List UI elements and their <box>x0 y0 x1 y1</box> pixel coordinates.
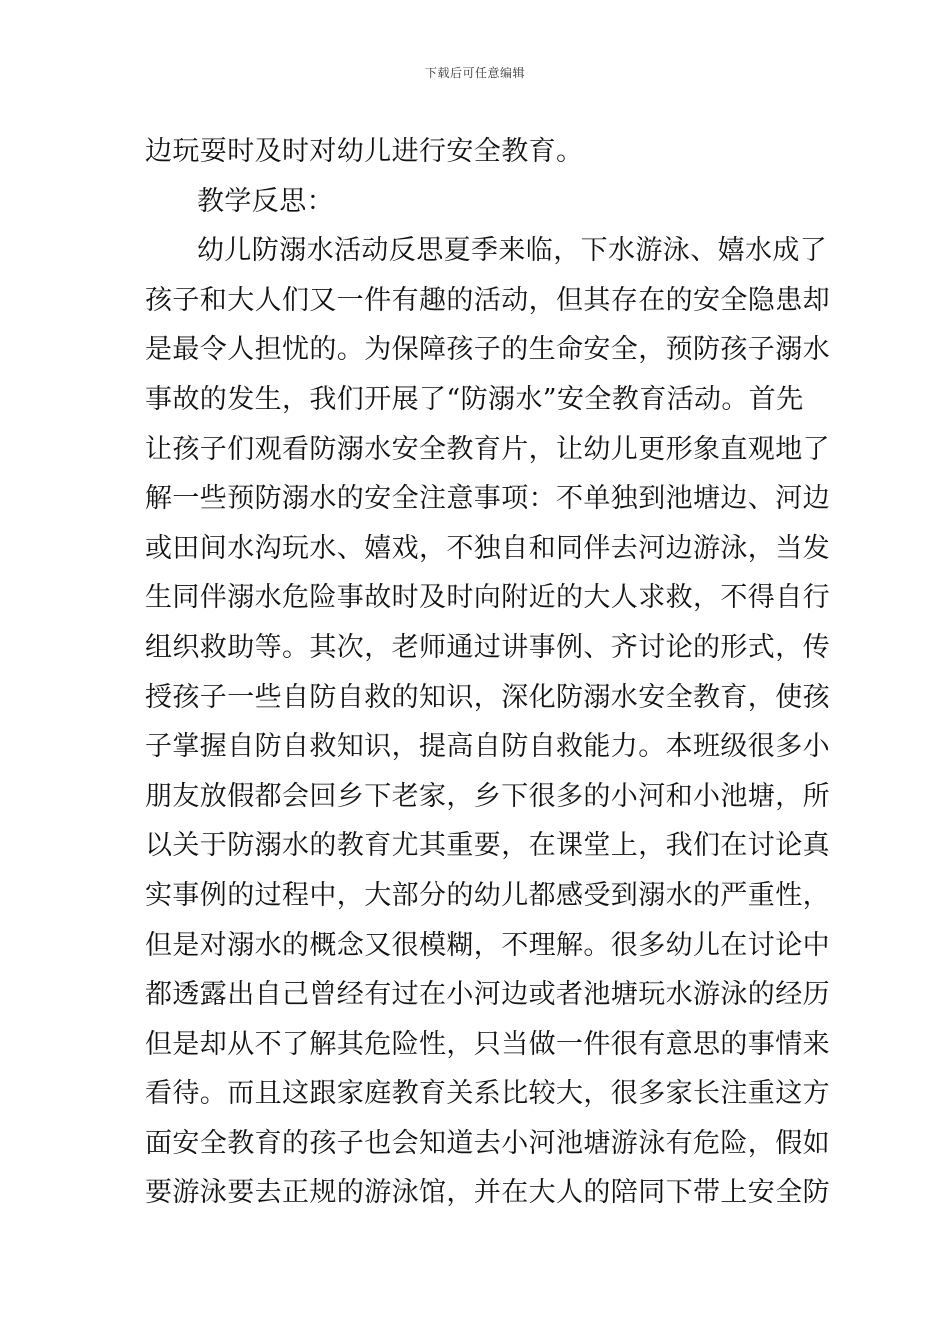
text-line: 以关于防溺水的教育尤其重要，在课堂上，我们在讨论真 <box>145 830 830 862</box>
body-text <box>145 127 830 1218</box>
text-line: 都透露出自己曾经有过在小河边或者池塘玩水游泳的经历 <box>145 979 830 1011</box>
text-line: 实事例的过程中，大部分的幼儿都感受到溺水的严重性， <box>145 879 830 911</box>
text-line: 或田间水沟玩水、嬉戏，不独自和同伴去河边游泳，当发 <box>145 532 830 564</box>
section-heading: 教学反思： <box>197 185 334 217</box>
text-line: 让孩子们观看防溺水安全教育片，让幼儿更形象直观地了 <box>145 433 830 465</box>
text-line: 孩子和大人们又一件有趣的活动，但其存在的安全隐患却 <box>145 284 830 316</box>
text-line: 面安全教育的孩子也会知道去小河池塘游泳有危险，假如 <box>145 1127 830 1159</box>
text-line: 但是对溺水的概念又很模糊，不理解。很多幼儿在讨论中 <box>145 929 830 961</box>
text-line: 子掌握自防自救知识，提高自防自救能力。本班级很多小 <box>145 731 830 763</box>
text-line: 边玩耍时及时对幼儿进行安全教育。 <box>145 136 584 167</box>
text-line: 授孩子一些自防自救的知识，深化防溺水安全教育，使孩 <box>145 681 830 713</box>
paragraph-first-line: 幼儿防溺水活动反思夏季来临，下水游泳、嬉水成了 <box>197 235 828 267</box>
text-line: 看待。而且这跟家庭教育关系比较大，很多家长注重这方 <box>145 1078 830 1110</box>
page-header: 下载后可任意编辑 <box>424 66 525 80</box>
text-line: 朋友放假都会回乡下老家，乡下很多的小河和小池塘，所 <box>145 780 830 812</box>
text-line: 解一些预防溺水的安全注意事项：不单独到池塘边、河边 <box>145 483 830 515</box>
text-line: 生同伴溺水危险事故时及时向附近的大人求救，不得自行 <box>145 582 830 614</box>
text-line: 要游泳要去正规的游泳馆，并在大人的陪同下带上安全防 <box>145 1177 830 1209</box>
text-line: 事故的发生，我们开展了“防溺水”安全教育活动。首先 <box>145 383 804 415</box>
text-line: 是最令人担忧的。为保障孩子的生命安全，预防孩子溺水 <box>145 334 830 366</box>
text-line: 组织救助等。其次，老师通过讲事例、齐讨论的形式，传 <box>145 631 830 663</box>
text-line: 但是却从不了解其危险性，只当做一件很有意思的事情来 <box>145 1028 830 1060</box>
